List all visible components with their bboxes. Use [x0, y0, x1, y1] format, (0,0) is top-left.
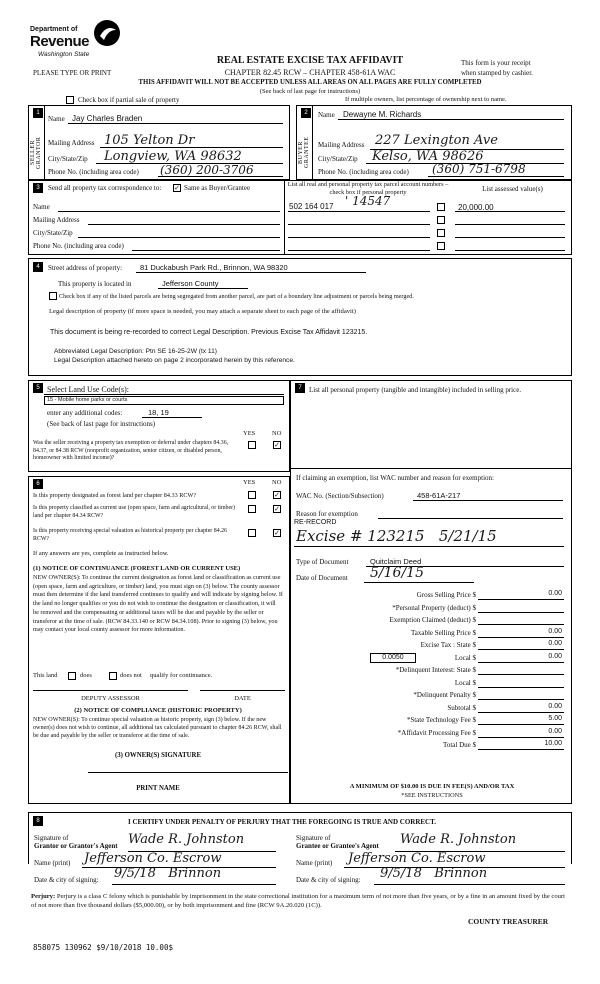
receipt-stamp: 858075 130962 $9/10/2018 10.00$ [33, 943, 173, 952]
grantor-sig-label-1: Signature of [34, 834, 69, 842]
fin-row-value[interactable]: 5.00 [548, 715, 562, 722]
land-use-value: 15 - Mobile home parks or courts [47, 397, 128, 403]
buyer-grantee-side-label: BUYER GRANTEE [298, 136, 310, 169]
dor-logo [30, 14, 125, 64]
doc-date-field[interactable]: 5/16/15 [370, 565, 424, 581]
section-number-2: 2 [301, 108, 311, 118]
forest-question: Is this property designated as forest land per chapter 84.33 RCW? [33, 492, 197, 499]
seller-city-label: City/State/Zip [48, 155, 88, 163]
grantor-sig-label-2: Grantor or Grantor's Agent [34, 842, 118, 850]
excise-hand-note: Excise # 123215 5/21/15 [296, 527, 497, 545]
street-address-label: Street address of property: [48, 264, 123, 272]
fin-row-value[interactable]: 0.00 [548, 702, 562, 710]
current-use-yes-checkbox[interactable] [248, 505, 256, 513]
grantee-name-print-label: Name (print) [296, 859, 333, 867]
legal-description-label: Legal description of property (if more space is needed, you may attach a separate sheet to each page of the affidavit) [49, 308, 356, 315]
notice-compliance-title: (2) NOTICE OF COMPLIANCE (HISTORIC PROPERTY) [74, 707, 242, 714]
seller-grantor-side-label: SELLER GRANTOR [30, 136, 42, 169]
corr-mailing-label: Mailing Address [33, 216, 80, 224]
buyer-name-field[interactable]: Dewayne M. Richards [343, 110, 422, 119]
personal-property-label: List all personal property (tangible and intangible) included in selling price. [309, 386, 522, 394]
current-use-no-checkbox[interactable]: ✓ [274, 505, 280, 513]
grantee-sig-label-1: Signature of [296, 834, 331, 842]
exemption-no-checkbox[interactable]: ✓ [274, 441, 280, 449]
notice-continuance-title: (1) NOTICE OF CONTINUANCE (FOREST LAND OR CURRENT USE) [33, 565, 241, 572]
exemption-claim-label: If claiming an exemption, list WAC number and reason for exemption: [296, 474, 494, 482]
buyer-city-label: City/State/Zip [318, 155, 358, 163]
segregated-label: Check box if any of the listed parcels are being segregated from another parcel, are part of a boundary line adjustment or parcels being merged. [59, 293, 414, 300]
fin-row-value[interactable]: 10.00 [544, 740, 562, 747]
dept-line3: Washington State [38, 51, 90, 58]
buyer-mailing-label: Mailing Address [318, 141, 365, 149]
exemption-yes-checkbox[interactable] [248, 441, 256, 449]
wac-label: WAC No. (Section/Subsection) [296, 492, 384, 500]
located-field[interactable]: Jefferson County [162, 279, 219, 288]
seller-phone-field[interactable]: (360) 200-3706 [160, 163, 254, 177]
section6-yes-header: YES [243, 479, 256, 486]
section-number-3: 3 [33, 183, 43, 193]
perjury-text: Perjury is a class C felony which is punishable by imprisonment in the state correctional institution for a maximum term of not more than five years, or by a fine in an amount fixed by the court of not more than five thousand dollars ($5,000.00), or by both imprisonment and fine (RCW 9A.20.020 (1C)). [31, 893, 565, 909]
parcel-header: List all real and personal property tax parcel account numbers – check box if personal property [287, 181, 449, 196]
forest-yes-checkbox[interactable] [248, 491, 256, 499]
partial-sale-label: Check box if partial sale of property [78, 96, 180, 104]
fin-row-label: Subtotal $ [447, 703, 476, 712]
fin-row-label: *State Technology Fee $ [406, 716, 476, 724]
certify-statement: I CERTIFY UNDER PENALTY OF PERJURY THAT THE FOREGOING IS TRUE AND CORRECT. [128, 818, 437, 826]
print-name-label: PRINT NAME [136, 785, 180, 792]
exemption-question: Was the seller receiving a property tax exemption or deferral under chapters 84.36, 84.37, or 84.38 RCW (nonprofit organization, senior citizen, or disabled person, homeowner with limited income)? [33, 440, 229, 461]
section-number-4: 4 [33, 262, 43, 272]
deputy-date-label: DATE [234, 695, 251, 702]
parcel-personal-checkbox-4[interactable] [437, 242, 445, 250]
fin-row-value[interactable]: 0.00 [548, 640, 562, 647]
seller-name-label: Name [48, 115, 65, 123]
land-does-checkbox[interactable] [68, 672, 76, 680]
doc-type-field[interactable]: Quitclaim Deed [370, 557, 422, 566]
fin-row-label: Taxable Selling Price $ [410, 628, 476, 637]
historic-question: Is this property receiving special valuation as historical property per chapter 84.26 RCW? [33, 528, 227, 542]
dor-logo-icon [92, 18, 122, 48]
located-label: This property is located in [58, 280, 132, 288]
corr-city-label: City/State/Zip [33, 229, 73, 237]
grantee-date-city-field[interactable]: 9/5/18 Brinnon [380, 866, 488, 881]
buyer-name-label: Name [318, 111, 335, 119]
parcel-personal-checkbox-2[interactable] [437, 216, 445, 224]
fin-row-label: *Affidavit Processing Fee $ [397, 728, 476, 737]
minimum-fee-note: A MINIMUM OF $10.00 IS DUE IN FEE(S) AND/OR TAX [349, 783, 515, 790]
reason-field[interactable]: RE-RECORD [294, 519, 337, 526]
assessed-value-field[interactable]: 20,000.00 [458, 203, 494, 212]
notice-continuance-text: NEW OWNER(S): To continue the current designation as forest land or classification as current use (open space, farm and agriculture, or timber) land, you must sign on (3) below. The county assessor must then determine if the land transferred continues to qualify and will indicate by signing below. If the land no longer qualifies or you do not wish to continue the designation or classification, it will be removed and the compensating or additional taxes will be due and payable by the seller or transferor at the time of sale. (RCW 84.33.140 or RCW 84.34.108). Prior to signing (3) below, you may contact your local county assessor for more information. [33, 574, 283, 634]
additional-codes-label: enter any additional codes: [47, 409, 123, 417]
form-chapter: CHAPTER 82.45 RCW – CHAPTER 458-61A WAC [224, 68, 396, 77]
segregated-checkbox[interactable] [49, 292, 57, 300]
county-treasurer: COUNTY TREASURER [468, 917, 549, 926]
current-use-question: Is this property classified as current use (open space, farm and agricultural, or timber) land per chapter 84.34 RCW? [33, 505, 236, 519]
doc-date-label: Date of Document [296, 574, 348, 582]
fin-row-label: Excise Tax : State $ [420, 641, 476, 649]
grantor-date-city-label: Date & city of signing: [34, 876, 99, 884]
dept-line2: Revenue [30, 33, 90, 50]
notice-compliance-text: NEW OWNER(S): To continue special valuation as historic property, sign (3) below. If the new owner(s) does not wish to continue, all additional tax calculated pursuant to chapter 84.26 RCW, shall be due and payable by the seller or transferor at the time of sale. [33, 717, 282, 740]
parcel-personal-checkbox-1[interactable] [437, 203, 445, 211]
fin-row-label: *Delinquent Interest: State $ [395, 666, 476, 674]
legal-line-2: Abbreviated Legal Description: Ptn SE 16-25-2W (tx 11) [54, 348, 217, 355]
wac-field[interactable]: 458-61A-217 [417, 491, 461, 500]
legal-line-3: Legal Description attached hereto on page 2 incorporated herein by this reference. [54, 357, 295, 364]
corr-name-label: Name [33, 203, 50, 211]
fin-row-label: Gross Selling Price $ [416, 591, 476, 599]
parcel-number-field[interactable]: 502 164 017 [289, 202, 334, 211]
legal-line-1: This document is being re-recorded to correct Legal Description. Previous Excise Tax Affidavit 123215. [50, 329, 368, 336]
if-yes-note: If any answers are yes, complete as instructed below. [33, 550, 169, 557]
grantee-sig-label-2: Grantee or Grantee's Agent [296, 842, 379, 850]
fin-row-label: Total Due $ [443, 741, 476, 749]
fin-row-value[interactable]: 0.00 [548, 590, 562, 597]
section-number-8: 8 [33, 816, 43, 826]
exemption-yes-header: YES [243, 430, 256, 437]
receipt-note-2: when stamped by cashier. [461, 69, 533, 77]
section-number-7: 7 [295, 383, 305, 393]
qualify-label: qualify for continuance. [150, 672, 213, 679]
local-rate-value: 0.0050 [382, 653, 404, 661]
exemption-no-header: NO [272, 430, 282, 437]
street-address-field[interactable]: 81 Duckabush Park Rd., Brinnon, WA 98320 [140, 263, 288, 272]
same-as-buyer-checkbox[interactable]: ✓ [174, 184, 180, 192]
buyer-city-field[interactable]: Kelso, WA 98626 [372, 149, 484, 164]
section6-no-header: NO [272, 479, 282, 486]
fin-row-label: Local $ [454, 678, 476, 687]
grantee-date-city-label: Date & city of signing: [296, 876, 361, 884]
perjury-label: Perjury: [31, 893, 56, 900]
form-title: REAL ESTATE EXCISE TAX AFFIDAVIT [216, 55, 404, 66]
land-does-label: does [80, 672, 92, 679]
fin-row-label: *Personal Property (deduct) $ [392, 603, 476, 612]
fin-row-label: Local $ [454, 653, 476, 662]
additional-codes-field[interactable]: 18, 19 [148, 408, 169, 417]
grantee-signature[interactable]: Wade R. Johnston [400, 832, 517, 847]
partial-sale-checkbox[interactable] [66, 96, 74, 104]
parcel-hand-note: ' 14547 [345, 194, 391, 208]
fin-row-label: Exemption Claimed (deduct) $ [389, 616, 476, 624]
grantor-date-city-field[interactable]: 9/5/18 Brinnon [114, 866, 222, 881]
section-number-1: 1 [33, 108, 43, 118]
see-instructions-note: *SEE INSTRUCTIONS [401, 792, 463, 799]
multiple-owners-note: If multiple owners, list percentage of ownership next to name. [345, 96, 507, 103]
please-type: PLEASE TYPE OR PRINT [33, 69, 112, 77]
reason-label: Reason for exemption [296, 510, 358, 518]
grantor-name-print-label: Name (print) [34, 859, 71, 867]
this-land-label: This land [33, 672, 58, 679]
receipt-note-1: This form is your receipt [461, 59, 531, 67]
fin-row-label: *Delinquent Penalty $ [413, 691, 476, 699]
seller-mailing-field[interactable]: 105 Yelton Dr [104, 133, 195, 148]
historic-yes-checkbox[interactable] [248, 529, 256, 537]
buyer-mailing-field[interactable]: 227 Lexington Ave [375, 133, 498, 148]
doc-type-label: Type of Document [296, 558, 349, 566]
owner-signature-label: (3) OWNER(S) SIGNATURE [115, 752, 201, 759]
seller-mailing-label: Mailing Address [48, 139, 95, 147]
see-back: (See back of last page for instructions) [259, 88, 361, 95]
section-number-6: 6 [33, 479, 43, 489]
land-does-not-checkbox[interactable] [109, 672, 117, 680]
land-does-not-label: does not [120, 672, 142, 679]
grantee-name-print-field[interactable]: Jefferson Co. Escrow [348, 851, 486, 866]
land-use-see-back: (See back of last page for instructions) [47, 420, 156, 428]
grantor-name-print-field[interactable]: Jefferson Co. Escrow [84, 851, 222, 866]
buyer-phone-field[interactable]: (360) 751-6798 [432, 162, 526, 176]
historic-no-checkbox[interactable]: ✓ [274, 529, 280, 537]
land-use-select[interactable] [44, 396, 284, 405]
deputy-assessor-label: DEPUTY ASSESSOR [81, 695, 140, 702]
assessed-header: List assessed value(s) [482, 185, 543, 193]
land-use-label: Select Land Use Code(s): [47, 385, 129, 394]
corr-phone-label: Phone No. (including area code) [33, 242, 124, 250]
seller-phone-label: Phone No. (including area code) [48, 168, 139, 176]
seller-name-field[interactable]: Jay Charles Braden [72, 114, 143, 123]
forest-no-checkbox[interactable]: ✓ [274, 491, 280, 499]
seller-city-field[interactable]: Longview, WA 98632 [104, 149, 242, 164]
buyer-phone-label: Phone No. (including area code) [318, 168, 409, 176]
fin-row-value[interactable]: 0.00 [548, 627, 562, 635]
dept-line1: Department of [30, 26, 78, 33]
fin-row-value[interactable]: 0.00 [548, 652, 562, 660]
same-as-buyer-label: Same as Buyer/Grantee [184, 184, 251, 192]
fin-row-value[interactable]: 0.00 [548, 727, 562, 735]
grantor-signature[interactable]: Wade R. Johnston [128, 832, 245, 847]
warning: THIS AFFIDAVIT WILL NOT BE ACCEPTED UNLESS ALL AREAS ON ALL PAGES ARE FULLY COMPLETED [138, 79, 482, 86]
parcel-personal-checkbox-3[interactable] [437, 229, 445, 237]
perjury-notice [31, 892, 571, 910]
send-correspondence-label: Send all property tax correspondence to: [48, 184, 162, 192]
section-number-5: 5 [33, 383, 43, 393]
